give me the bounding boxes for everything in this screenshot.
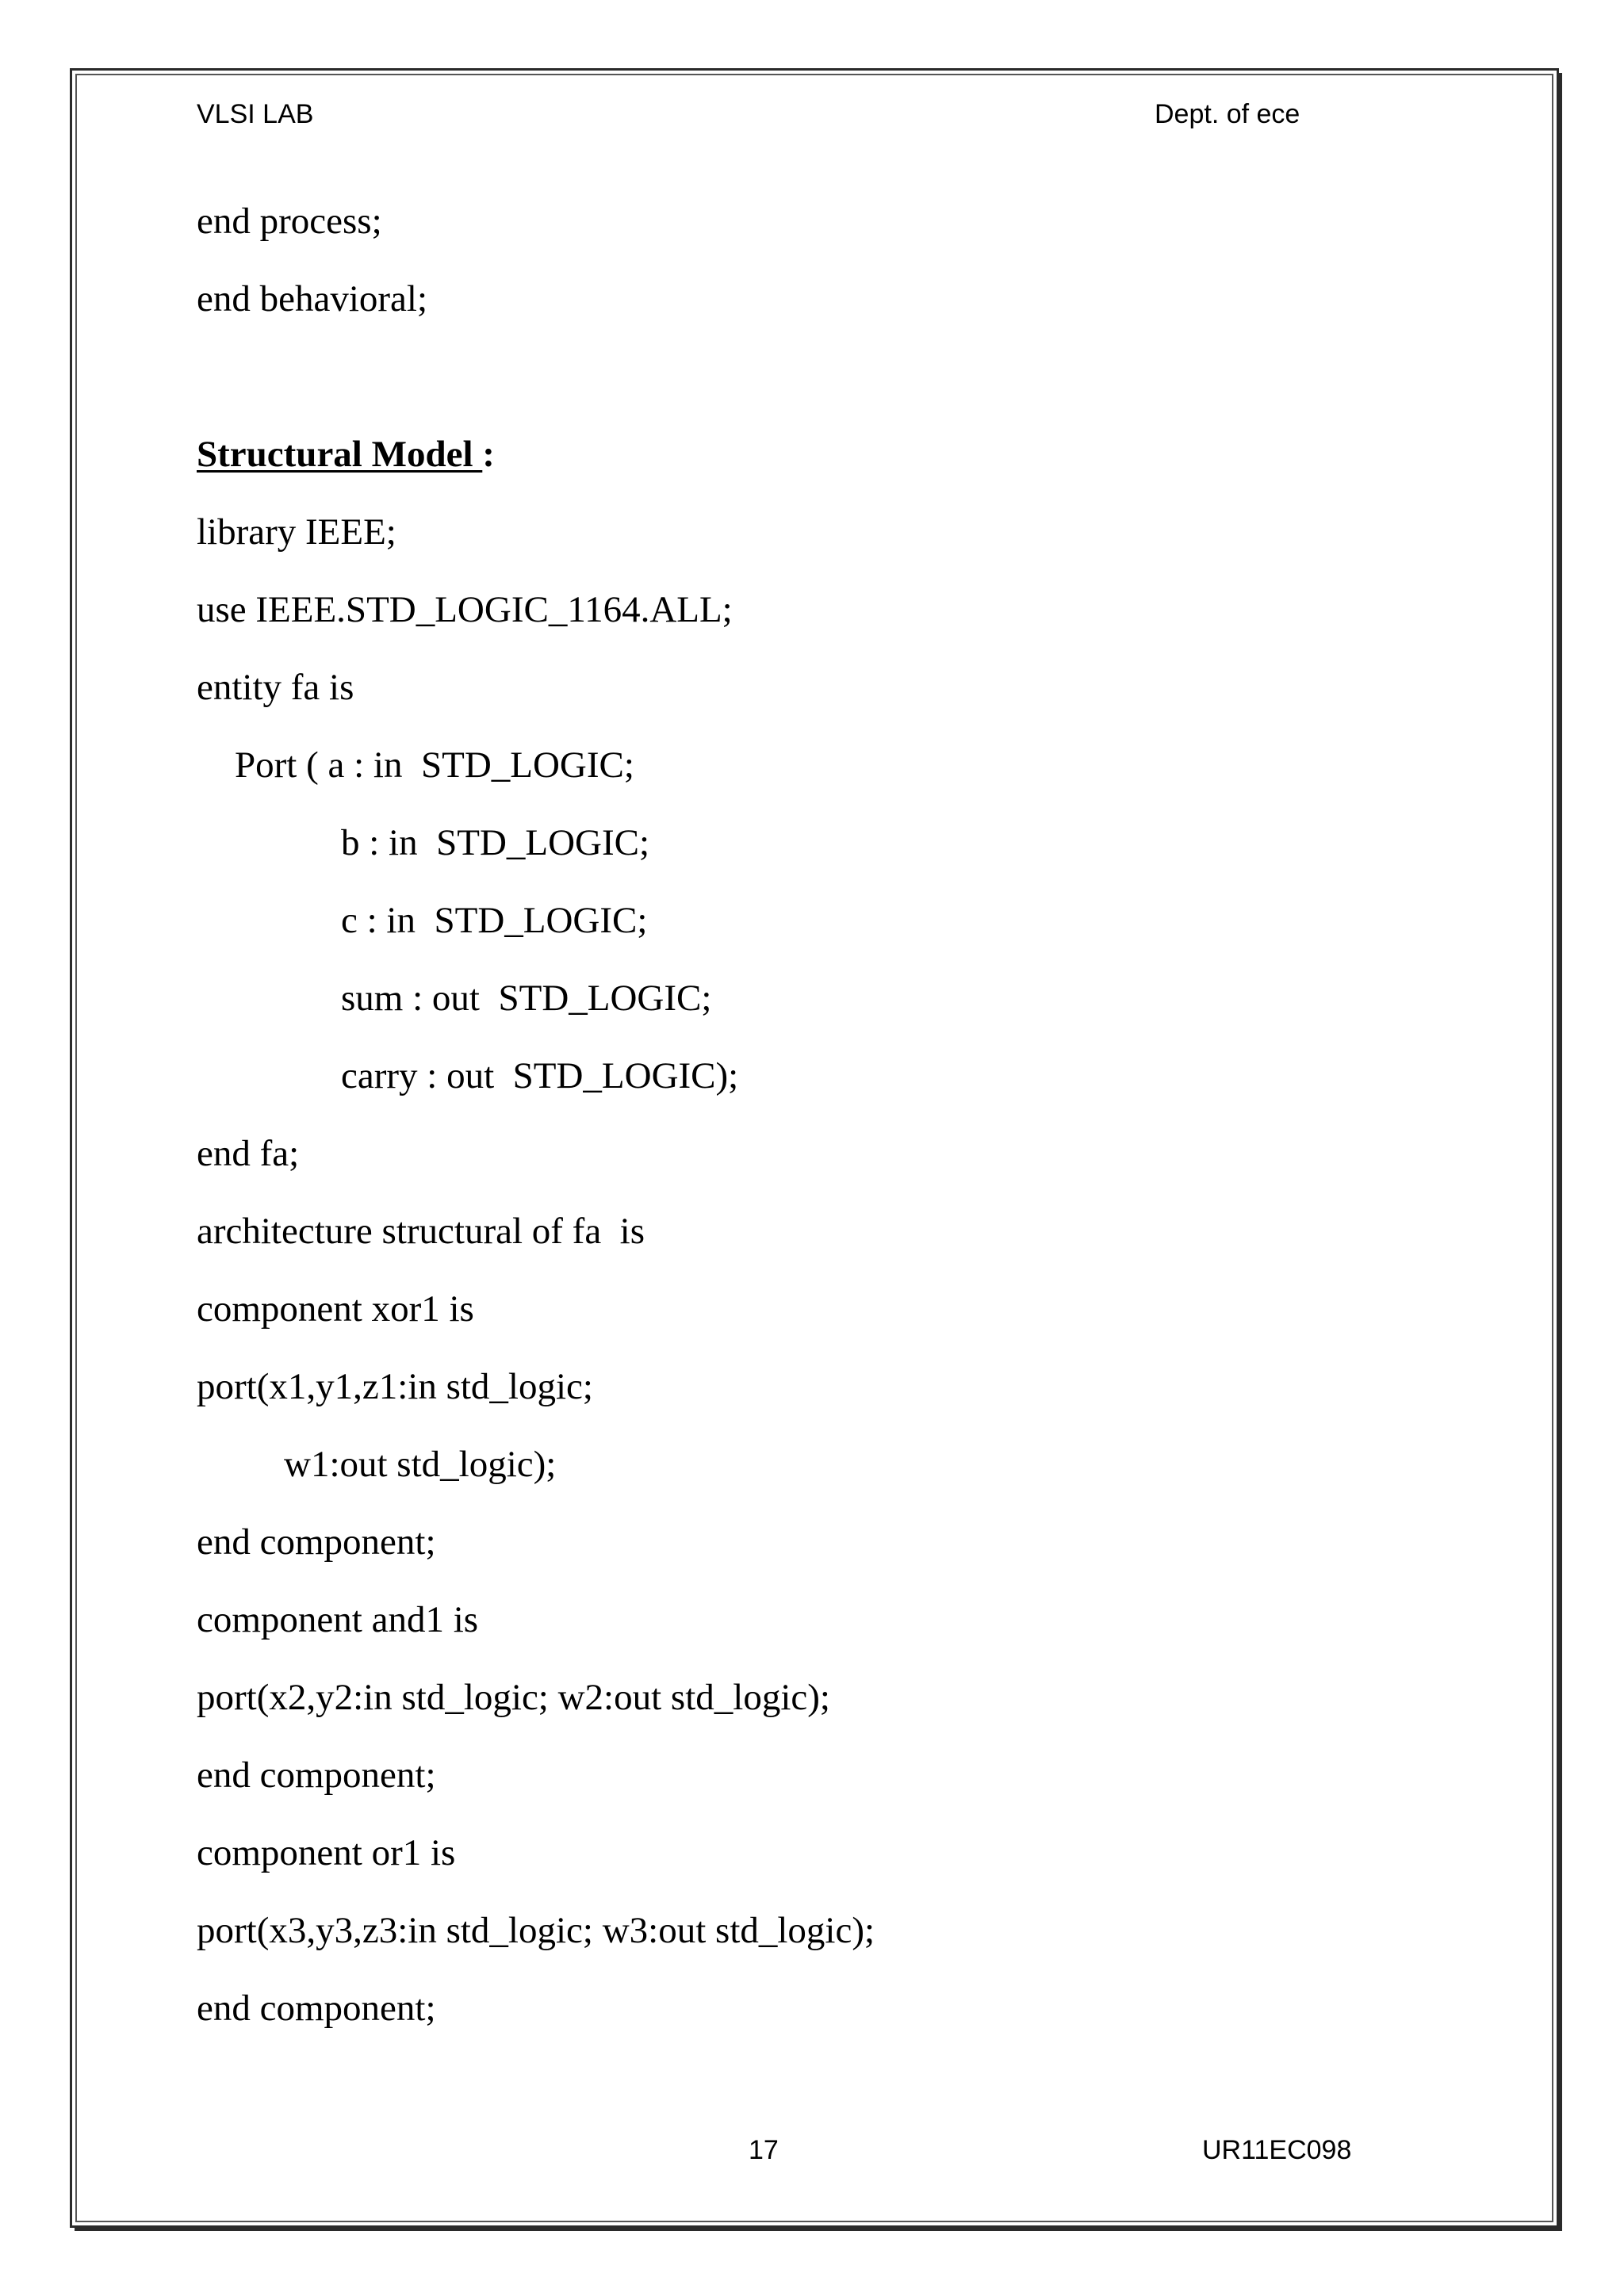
code-line: end process;	[197, 201, 382, 242]
footer-page-number: 17	[749, 2135, 779, 2165]
code-line: port(x1,y1,z1:in std_logic;	[197, 1366, 593, 1407]
code-line: carry : out STD_LOGIC);	[341, 1055, 739, 1096]
code-line: port(x3,y3,z3:in std_logic; w3:out std_logic);	[197, 1910, 875, 1951]
code-line: w1:out std_logic);	[284, 1444, 557, 1485]
code-line: end fa;	[197, 1133, 300, 1174]
code-line: use IEEE.STD_LOGIC_1164.ALL;	[197, 589, 733, 630]
code-line: library IEEE;	[197, 511, 396, 553]
code-line: component or1 is	[197, 1832, 456, 1873]
code-line: component and1 is	[197, 1599, 479, 1640]
code-line: component xor1 is	[197, 1288, 474, 1330]
code-line: port(x2,y2:in std_logic; w2:out std_logic);	[197, 1677, 830, 1718]
header-lab-name: VLSI LAB	[197, 99, 314, 129]
code-line: c : in STD_LOGIC;	[341, 900, 648, 941]
section-heading-colon: :	[482, 434, 495, 475]
code-line: b : in STD_LOGIC;	[341, 822, 650, 863]
section-heading-text: Structural Model	[197, 434, 483, 475]
code-line: architecture structural of fa is	[197, 1211, 645, 1252]
code-line: end component;	[197, 1755, 436, 1796]
code-line: sum : out STD_LOGIC;	[341, 978, 712, 1019]
section-heading	[197, 436, 495, 473]
code-line: end component;	[197, 1988, 436, 2029]
code-line: Port ( a : in STD_LOGIC;	[235, 744, 634, 786]
code-line: end behavioral;	[197, 278, 428, 320]
code-line: end component;	[197, 1521, 436, 1563]
footer-roll-number: UR11EC098	[1202, 2135, 1352, 2165]
header-department: Dept. of ece	[1155, 99, 1300, 129]
code-line: entity fa is	[197, 667, 354, 708]
